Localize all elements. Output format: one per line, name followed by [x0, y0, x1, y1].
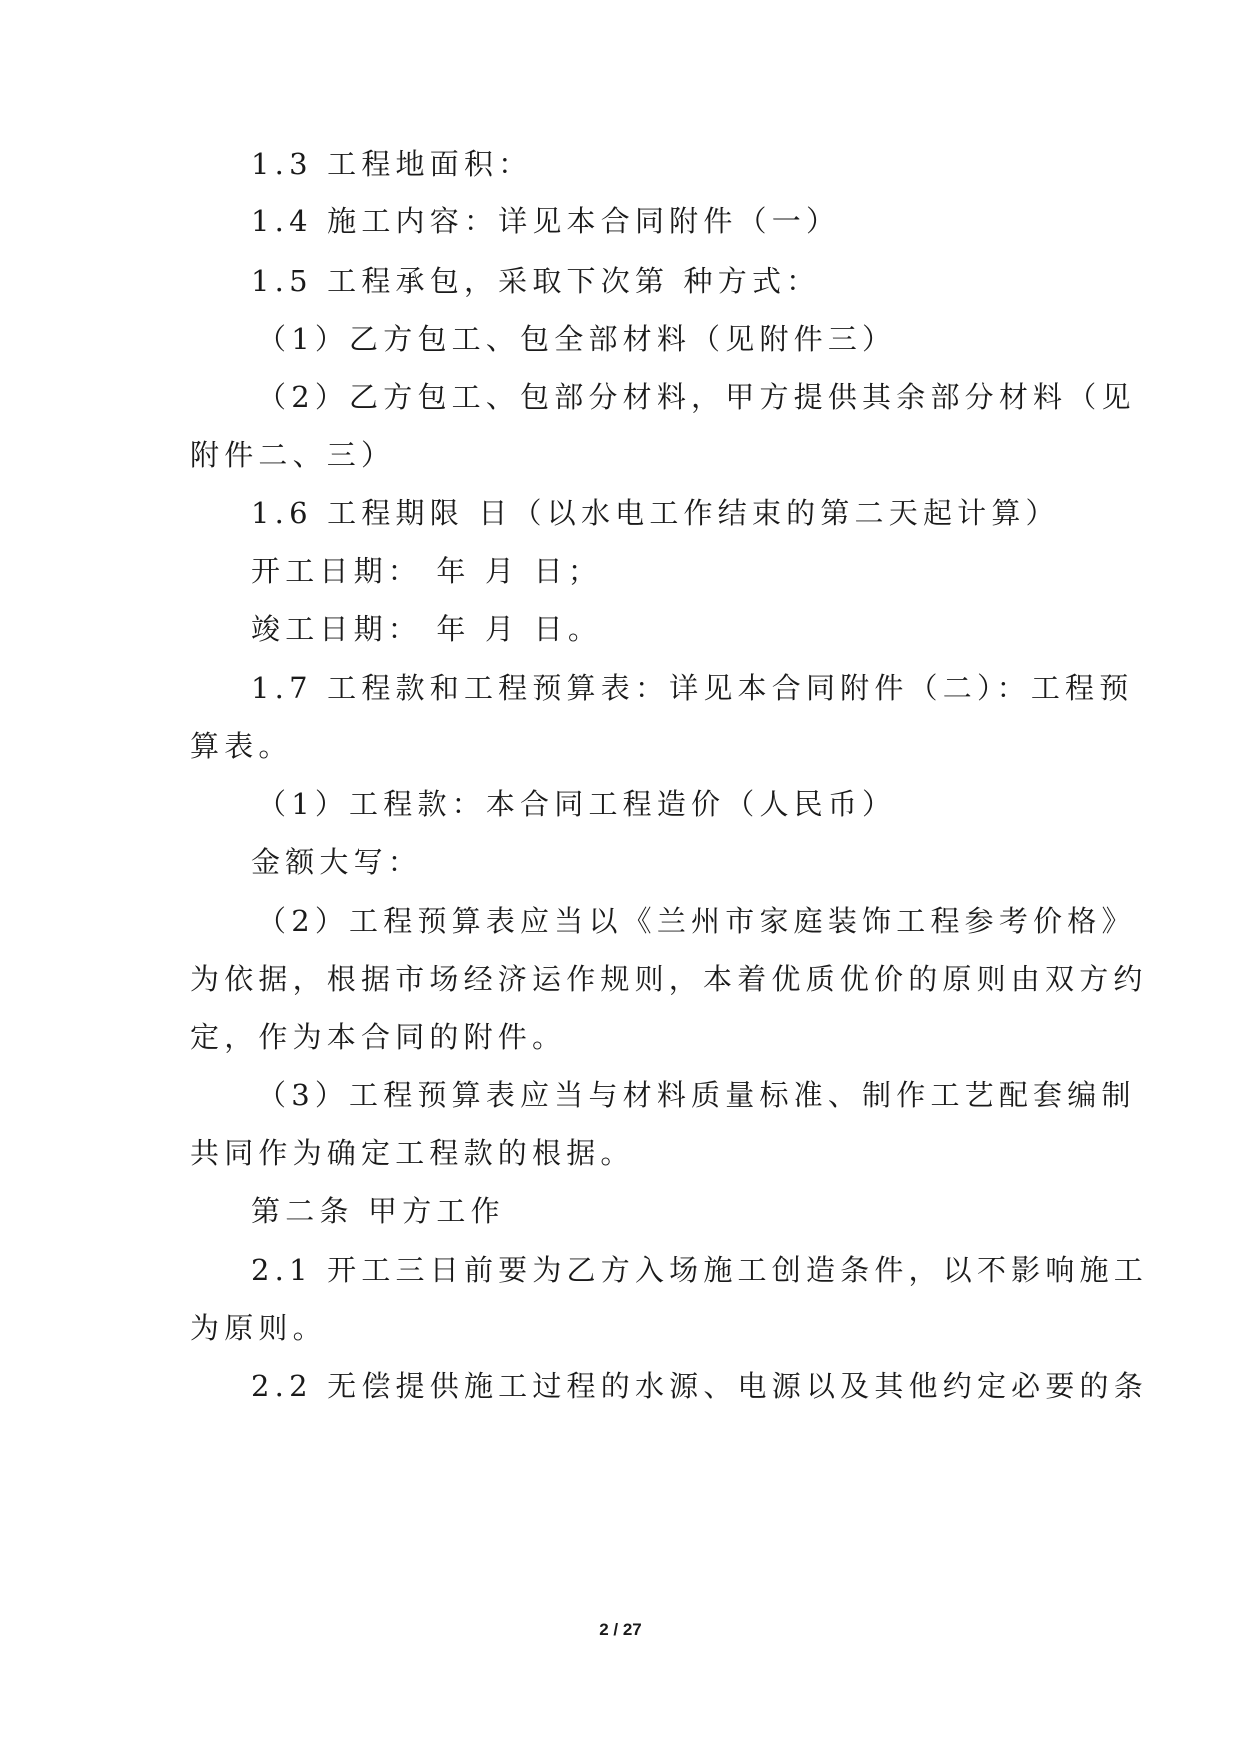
option-1: （1）乙方包工、包全部材料（见附件三）	[257, 322, 897, 356]
clause-1-5: 1.5 工程承包，采取下次第 种方式：	[251, 264, 821, 298]
page-number: 2 / 27	[599, 1620, 642, 1639]
clause-2-2: 2.2 无偿提供施工过程的水源、电源以及其他约定必要的条	[251, 1369, 1148, 1403]
payment-item-2-continued: 为依据，根据市场经济运作规则，本着优质优价的原则由双方约	[190, 962, 1148, 996]
payment-item-2: （2）工程预算表应当以《兰州市家庭装饰工程参考价格》	[257, 904, 1136, 938]
clause-1-6: 1.6 工程期限 日（以水电工作结束的第二天起计算）	[251, 496, 1060, 530]
clause-2-1-continued: 为原则。	[190, 1311, 327, 1345]
clause-1-7: 1.7 工程款和工程预算表：详见本合同附件（二）：工程预	[251, 671, 1134, 705]
completion-date: 竣工日期： 年 月 日。	[251, 612, 603, 646]
payment-item-3: （3）工程预算表应当与材料质量标准、制作工艺配套编制	[257, 1078, 1136, 1112]
amount-in-words: 金额大写：	[251, 845, 423, 879]
clause-1-3: 1.3 工程地面积：	[251, 147, 533, 181]
clause-2-1: 2.1 开工三日前要为乙方入场施工创造条件，以不影响施工	[251, 1253, 1148, 1287]
article-2-heading: 第二条 甲方工作	[251, 1194, 505, 1228]
payment-item-3-continued: 共同作为确定工程款的根据。	[190, 1136, 635, 1170]
clause-1-4: 1.4 施工内容：详见本合同附件（一）	[251, 204, 841, 238]
option-2-continued: 附件二、三）	[190, 438, 396, 472]
start-date: 开工日期： 年 月 日；	[251, 554, 603, 588]
clause-1-7-continued: 算表。	[190, 729, 293, 763]
option-2: （2）乙方包工、包部分材料，甲方提供其余部分材料（见	[257, 380, 1136, 414]
payment-item-2-end: 定，作为本合同的附件。	[190, 1020, 567, 1054]
payment-item-1: （1）工程款：本合同工程造价（人民币）	[257, 787, 897, 821]
